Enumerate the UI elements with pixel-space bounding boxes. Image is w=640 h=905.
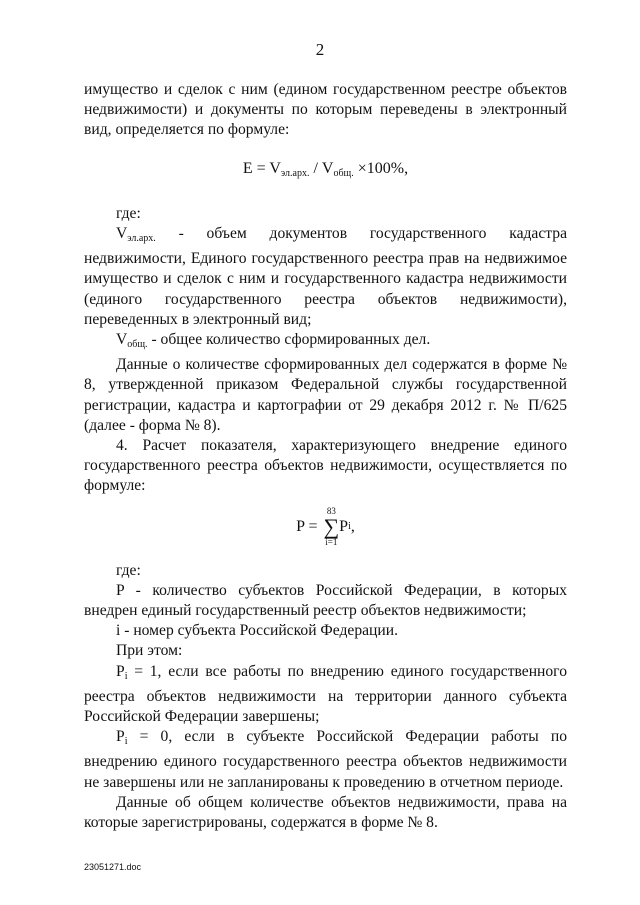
definition-i: i - номер субъекта Российской Федерации. xyxy=(116,622,398,640)
formula-e-mid: / V xyxy=(309,159,334,177)
where-label-1: где: xyxy=(116,204,141,222)
formula-e-lhs: E = V xyxy=(242,159,281,177)
paragraph-data-source: Данные о количестве сформированных дел содержатся в форме № 8, утвержденной приказом Федеральной службы государственной регистрации, кадастра и картографии от 29 декабря 2012 г. № П/625 (далее - форма № 8). xyxy=(84,356,567,434)
formula-e-sub2: общ. xyxy=(333,167,354,179)
pi0-text: = 0, если в субъекте Российской Федерации работы по внедрению единого государственного реестра объектов недвижимости не завершены или не запланированы к проведению в отчетном периоде. xyxy=(84,728,567,791)
v-el-symbol: V xyxy=(116,225,128,243)
v-ob-subscript: общ. xyxy=(127,339,148,351)
page-number: 2 xyxy=(315,40,325,59)
formula-e-sub1: эл.арх. xyxy=(280,167,310,179)
paragraph-intro: имущество и сделок с ним (едином государственном реестре объектов недвижимости) и документы по которым переведены в электронный вид, определяется по формуле: xyxy=(84,81,567,139)
sum-lower-limit: i=1 xyxy=(325,536,338,547)
formula-p-lhs: P = xyxy=(296,517,318,535)
footer-filename: 23051271.doc xyxy=(84,862,142,872)
pi1-subscript: i xyxy=(124,670,128,682)
sigma-symbol: ∑ xyxy=(323,513,340,539)
definition-pi-1 xyxy=(84,662,567,728)
pi0-symbol: P xyxy=(116,728,125,746)
summation xyxy=(323,507,339,547)
formula-p xyxy=(84,507,567,547)
formula-p-term: P xyxy=(339,517,349,535)
v-el-text: - объем документов государственного кадастра недвижимости, Единого государственного реестра прав на недвижимое имущество и сделок с ним и государственного кадастра недвижимости (единого государственного реестра объектов недвижимости), переведенных в электронный вид; xyxy=(84,225,567,328)
paragraph-note: При этом: xyxy=(116,642,183,660)
document-body xyxy=(84,80,567,833)
v-ob-text: - общее количество сформированных дел. xyxy=(147,331,431,349)
paragraph-final: Данные об общем количестве объектов недвижимости, права на которые зарегистрированы, содержатся в форме № 8. xyxy=(84,793,567,832)
v-el-subscript: эл.арх. xyxy=(127,233,156,245)
definition-p: P - количество субъектов Российской Федерации, в которых внедрен единый государственный реестр объектов недвижимости; xyxy=(84,581,567,620)
v-ob-symbol: V xyxy=(116,331,128,349)
formula-p-tail: , xyxy=(350,517,355,535)
pi1-text: = 1, если все работы по внедрению единого государственного реестра объектов недвижимости на территории данного субъекта Российской Федерации завершены; xyxy=(84,662,567,726)
pi0-subscript: i xyxy=(124,736,128,748)
paragraph-item-4: 4. Расчет показателя, характеризующего внедрение единого государственного реестра объектов недвижимости, осуществляется по формуле: xyxy=(84,437,567,495)
where-label-2: где: xyxy=(116,561,141,579)
formula-e-rhs: ×100%, xyxy=(353,159,409,177)
sum-upper-limit: 83 xyxy=(326,505,336,516)
formula-p-term-sub: i xyxy=(348,520,351,532)
definition-v-ob xyxy=(84,330,567,355)
definition-pi-0 xyxy=(84,727,567,793)
definition-v-el xyxy=(84,224,567,330)
formula-e xyxy=(84,159,567,184)
pi1-symbol: P xyxy=(116,662,125,680)
